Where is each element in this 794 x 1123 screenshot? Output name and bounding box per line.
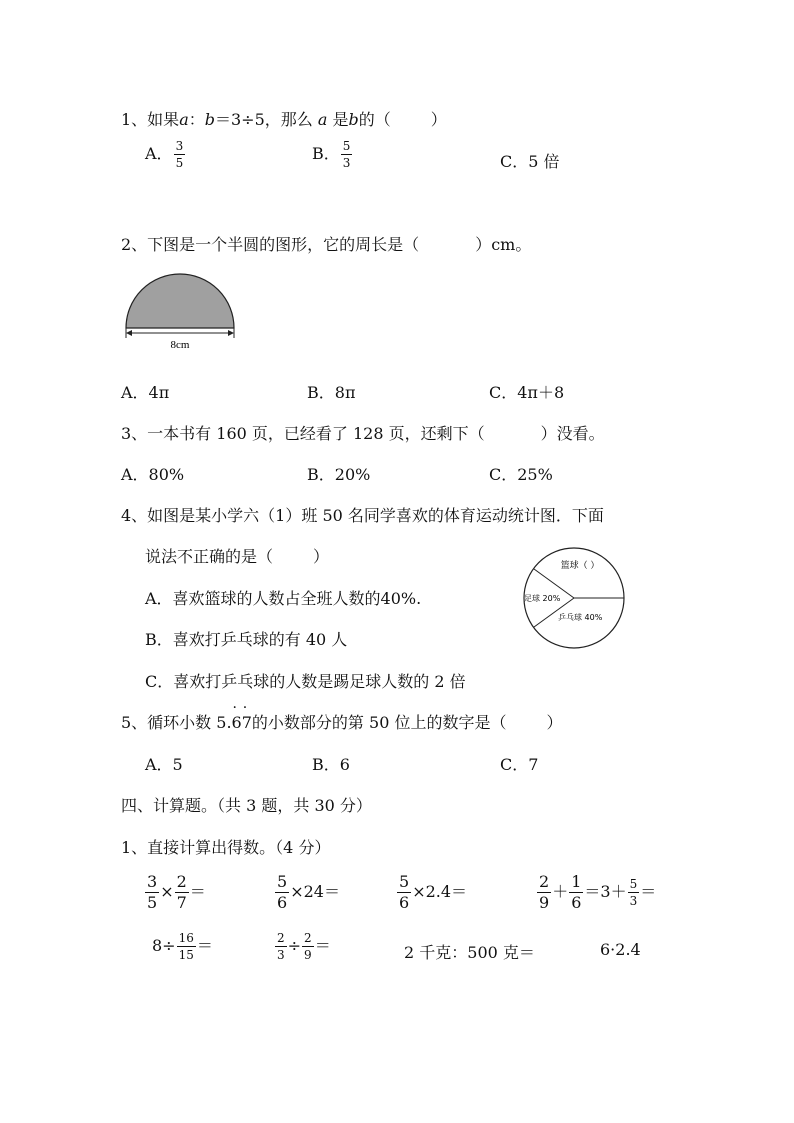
q4-stem-line2: 说法不正确的是（ ）	[145, 547, 330, 566]
semicircle-diagram	[118, 270, 244, 352]
semicircle-shape	[126, 274, 234, 328]
section-4-title: 四、计算题。（共 3 题，共 30 分）	[121, 796, 372, 815]
q5-option-a[interactable]: A．5	[145, 755, 183, 774]
q5-stem: 5、循环小数 5.· 6· 7的小数部分的第 50 位上的数字是（ ）	[121, 710, 562, 733]
q2-option-b[interactable]: B．8π	[307, 383, 356, 402]
q2-option-a[interactable]: A．4π	[121, 383, 170, 402]
dim-arrow-right	[228, 330, 234, 336]
pie-label-football: 足球 20%	[524, 594, 561, 603]
calc-expr-6: $\frac{2}{3}$ ÷ $\frac{2}{9}$ ＝	[277, 931, 331, 962]
q4-option-b[interactable]: B．喜欢打乒乓球的有 40 人	[145, 630, 348, 649]
dim-arrow-left	[126, 330, 132, 336]
calc-expr-2: $\frac{5}{6}$ ×24＝	[277, 872, 340, 912]
q3-option-c[interactable]: C．25%	[489, 465, 553, 484]
repeating-digit-1: · 6	[232, 713, 242, 732]
calc-expr-8: 6·2.4	[600, 940, 641, 959]
q1-option-b[interactable]: B． $\frac{5}{3}$	[312, 139, 351, 170]
pie-label-pingpong: 乒乓球 40%	[558, 613, 603, 622]
pie-label-basketball: 篮球（ ）	[560, 561, 600, 571]
calc-expr-4: $\frac{2}{9}$ ＋ $\frac{1}{6}$ ＝3＋ $\frac{5}{3}$ ＝	[539, 872, 657, 912]
q4-option-c[interactable]: C．喜欢打乒乓球的人数是踢足球人数的 2 倍	[145, 672, 466, 691]
q4-stem-line1: 4、如图是某小学六（1）班 50 名同学喜欢的体育运动统计图．下面	[121, 506, 604, 525]
calc-expr-3: $\frac{5}{6}$ ×2.4＝	[399, 872, 468, 912]
q4-option-a[interactable]: A．喜欢篮球的人数占全班人数的40%.	[145, 589, 422, 608]
sports-pie-chart	[518, 546, 630, 650]
section-4-sub1: 1、直接计算出得数。（4 分）	[121, 838, 331, 857]
repeating-digit-2: · 7	[242, 713, 252, 732]
q1-option-a[interactable]: A． $\frac{3}{5}$	[145, 139, 184, 170]
q3-stem: 3、一本书有 160 页，已经看了 128 页，还剩下（ ）没看。	[121, 424, 605, 443]
calc-expr-5: 8÷ $\frac{16}{15}$ ＝	[152, 931, 213, 962]
q1-option-c[interactable]: C．5 倍	[500, 152, 560, 171]
q5-option-b[interactable]: B．6	[312, 755, 350, 774]
q2-option-c[interactable]: C．4π＋8	[489, 383, 565, 402]
q1-stem: 1、如果a：b＝3÷5，那么 a 是b的（ ）	[121, 110, 447, 129]
calc-expr-7: 2 千克：500 克＝	[404, 943, 535, 962]
q3-option-b[interactable]: B．20%	[307, 465, 371, 484]
q5-option-c[interactable]: C．7	[500, 755, 539, 774]
q3-option-a[interactable]: A．80%	[121, 465, 185, 484]
q2-stem: 2、下图是一个半圆的图形，它的周长是（ ）cm。	[121, 235, 532, 254]
calc-expr-1: $\frac{3}{5}$ × $\frac{2}{7}$ ＝	[147, 872, 206, 912]
diameter-label: 8cm	[170, 339, 190, 351]
